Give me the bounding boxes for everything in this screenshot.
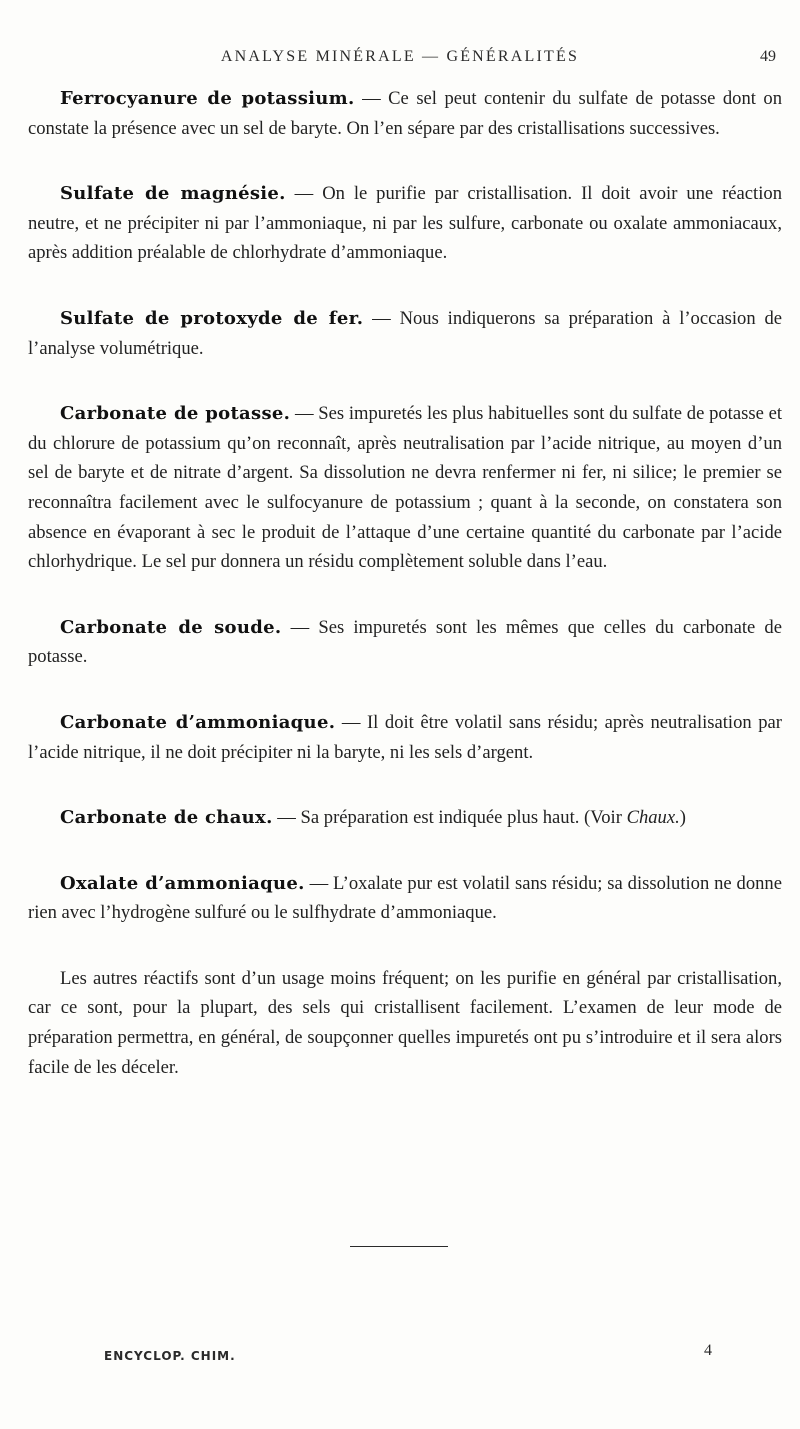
body-text: [28, 84, 782, 1082]
footer-sheet-number: 4: [704, 1342, 712, 1359]
entry-text: — Il doit être volatil sans résidu; après neutralisation par l’acide nitrique, il ne doit précipiter ni la baryte, ni les sels d’argent.: [28, 711, 782, 763]
running-title: ANALYSE MINÉRALE — GÉNÉRALITÉS: [220, 48, 580, 65]
entry-oxalate-ammoniaque: [28, 869, 782, 928]
entry-text: — Nous indiquerons sa préparation à l’occasion de l’analyse volumétrique.: [28, 307, 782, 359]
entry-text: — Sa préparation est indiquée plus haut. (Voir: [272, 807, 627, 829]
section-rule: [350, 1246, 448, 1247]
cross-reference: Chaux.: [626, 807, 680, 829]
entry-term: Carbonate de potasse.: [60, 403, 291, 425]
entry-term: Carbonate de chaux.: [60, 807, 273, 829]
page-number: 49: [760, 48, 776, 65]
entry-text: — Ses impuretés les plus habituelles sont du sulfate de potasse et du chlorure de potassium qu’on reconnaît, après neutralisation par l’acide nitrique, au moyen d’un sel de baryte et de nitrate d’argent. Sa dissolution ne devra renfermer ni fer, ni silice; le premier se reconnaîtra facilement avec le sulfocyanure de potassium ; quant à la seconde, on constatera son absence en évaporant à sec le produit de l’attaque d’une certaine quantité du carbonate par l’acide chlorhydrique. Le sel pur donnera un résidu complètement soluble dans l’eau.: [28, 403, 782, 573]
entry-ferrocyanure: [28, 84, 782, 143]
entry-carbonate-soude: [28, 613, 782, 672]
entry-carbonate-chaux: [28, 803, 782, 833]
entry-carbonate-potasse: [28, 399, 782, 577]
footer-signature: ENCYCLOP. CHIM.: [104, 1349, 236, 1363]
entry-text: — L’oxalate pur est volatil sans résidu; sa dissolution ne donne rien avec l’hydrogène sulfuré ou le sulfhydrate d’ammoniaque.: [28, 872, 782, 924]
running-head: [0, 48, 800, 72]
entry-text-end: ): [679, 807, 686, 829]
entry-term: Ferrocyanure de potassium.: [60, 88, 355, 109]
entry-term: Sulfate de magnésie.: [60, 183, 286, 205]
entry-term: Oxalate d’ammoniaque.: [60, 872, 305, 894]
entry-term: Carbonate de soude.: [60, 616, 282, 638]
entry-sulfate-magnesie: [28, 179, 782, 268]
closing-paragraph: Les autres réactifs sont d’un usage moins fréquent; on les purifie en général par cristallisation, car ce sont, pour la plupart, des sels qui cristallisent facilement. L’examen de leur mode de préparation permettra, en général, de soupçonner quelles impuretés ont pu s’introduire et il sera alors facile de les déceler.: [28, 967, 782, 1078]
entry-term: Carbonate d’ammoniaque.: [60, 711, 336, 733]
entry-carbonate-ammoniaque: [28, 708, 782, 767]
entry-sulfate-fer: [28, 304, 782, 363]
entry-term: Sulfate de protoxyde de fer.: [60, 307, 364, 329]
entry-text: — On le purifie par cristallisation. Il doit avoir une réaction neutre, et ne précipiter ni par l’ammoniaque, ni par les sulfure, carbonate ou oxalate ammoniacaux, après addition préalable de chlorhydrate d’ammoniaque.: [28, 183, 782, 264]
entry-text: — Ses impuretés sont les mêmes que celles du carbonate de potasse.: [28, 616, 782, 668]
entry-text: — Ce sel peut contenir du sulfate de potasse dont on constate la présence avec un sel de baryte. On l’en sépare par des cristallisations successives.: [28, 88, 782, 139]
